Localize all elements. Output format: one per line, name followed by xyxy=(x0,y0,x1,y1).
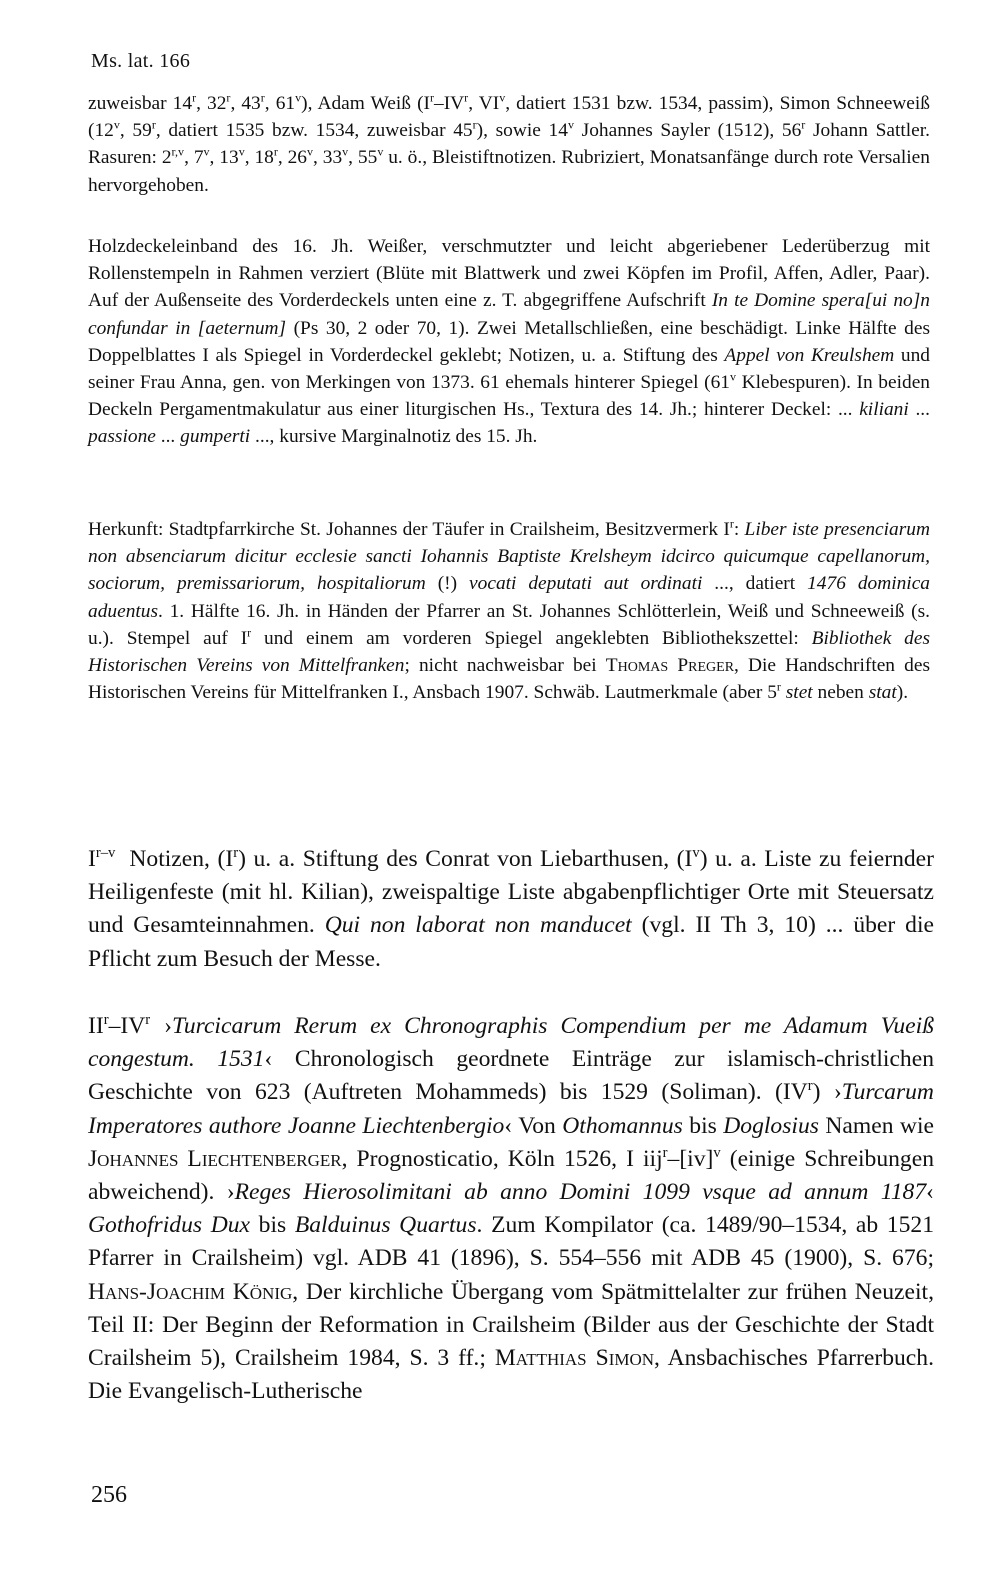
entry-paragraph xyxy=(88,1010,934,1408)
entry-text: ›Turcicarum Rerum ex Chronographis Compendium per me Adamum Vueiß congestum. 1531‹ Chronologisch geordnete Einträge zur islamisch-christlichen Geschichte von 623 (Auftreten Mohammeds) bis 1529 (Soliman). $(IV^r)$ ›Turcarum Imperatores authore Joanne Liechtenbergio‹ Von Othomannus bis Doglosius Namen wie Johannes Liechtenberger, Prognosticatio, Köln 1526, I iij$^r$–[iv]$^v$ (einige Schreibungen abweichend). ›Reges Hierosolimitani ab anno Domini 1099 vsque ad annum 1187‹ Gothofridus Dux bis Balduinus Quartus. Zum Kompilator (ca. 1489/90–1534, ab 1521 Pfarrer in Crailsheim) vgl. ADB 41 (1896), S. 554–556 mit ADB 45 (1900), S. 676; Hans-Joachim König, Der kirchliche Übergang vom Spätmittelalter zur frühen Neuzeit, Teil II: Der Beginn der Reformation in Crailsheim (Bilder aus der Geschichte der Stadt Crailsheim 5), Crailsheim 1984, S. 3 ff.; Matthias Simon, Ansbachisches Pfarrerbuch. Die Evangelisch-Lutherische xyxy=(88,1013,934,1405)
running-header: Ms. lat. 166 xyxy=(91,50,191,72)
content-entry xyxy=(88,843,934,976)
entry-locus: $I^{r-v}$ xyxy=(88,845,116,872)
entry-locus: $II^r-IV^r$ xyxy=(88,1012,151,1039)
provenance-paragraph: Herkunft: Stadtpfarrkirche St. Johannes der Täufer in Crailsheim, Besitzvermerk $I^r$: Liber iste presenciarum non absenciarum dicitur ecclesie sancti Iohannis Baptiste Krelsheym idcirco quicumque capellanorum, sociorum, premissariorum, hospitaliorum (!) vocati deputati aut ordinati ..., datiert 1476 dominica aduentus. 1. Hälfte 16. Jh. in Händen der Pfarrer an St. Johannes Schlötterlein, Weiß und Schneeweiß (s. u.). Stempel auf $I^r$ und einem am vorderen Spiegel angeklebten Bibliothekszettel: Bibliothek des Historischen Vereins von Mittelfranken; nicht nachweisbar bei Thomas Preger, Die Handschriften des Historischen Vereins für Mittelfranken I., Ansbach 1907. Schwäb. Lautmerkmale (aber 5$^r$ stet neben stat). xyxy=(88,516,931,704)
page-number: 256 xyxy=(91,1482,127,1508)
entry-text: Notizen, $(I^r)$ u. a. Stiftung des Conrat von Liebarthusen, $(I^v)$ u. a. Liste zu feiernder Heiligenfeste (mit hl. Kilian), zweispaltige Liste abgabenpflichtiger Orte mit Steuersatz und Gesamteinnahmen. Qui non laborat non manducet (vgl. II Th 3, 10) ... über die Pflicht zum Besuch der Messe. xyxy=(88,845,934,972)
description-provenance xyxy=(88,516,930,706)
binding-paragraph: Holzdeckeleinband des 16. Jh. Weißer, verschmutzter und leicht abgeriebener Lederüberzug mit Rollenstempeln in Rahmen verziert (Blüte mit Blattwerk und zwei Köpfen im Profil, Affen, Adler, Paar). Auf der Außenseite des Vorderdeckels unten eine z. T. abgegriffene Aufschrift In te Domine spera[ui no]n confundar in [aeternum] (Ps 30, 2 oder 70, 1). Zwei Metallschließen, eine beschädigt. Linke Hälfte des Doppelblattes I als Spiegel in Vorderdeckel geklebt; Notizen, u. a. Stiftung des Appel von Kreulshem und seiner Frau Anna, gen. von Merkingen von 1373. 61 ehemals hinterer Spiegel (61$^v$ Klebespuren). In beiden Deckeln Pergamentmakulatur aus einer liturgischen Hs., Textura des 14. Jh.; hinterer Deckel: ... kiliani ... passione ... gumperti ..., kursive Marginalnotiz des 15. Jh. xyxy=(88,236,930,448)
entry-paragraph xyxy=(88,843,934,976)
description-binding xyxy=(88,233,930,451)
content-entry xyxy=(88,1010,934,1408)
description-hands xyxy=(88,90,930,199)
hands-paragraph: zuweisbar 14$^r$, 32$^r$, 43$^r$, 61$^v$), Adam Weiß ($I^r-IV^r$, $VI^v$, datiert 1531 bzw. 1534, passim), Simon Schneeweiß (12$^v$, 59$^r$, datiert 1535 bzw. 1534, zuweisbar 45$^r$), sowie 14$^v$ Johannes Sayler (1512), 56$^r$ Johann Sattler. Rasuren: 2$^{r,v}$, 7$^v$, 13$^v$, 18$^r$, 26$^v$, 33$^v$, 55$^v$ u. ö., Bleistiftnotizen. Rubriziert, Monatsanfänge durch rote Versalien hervorgehoben. xyxy=(88,90,930,196)
